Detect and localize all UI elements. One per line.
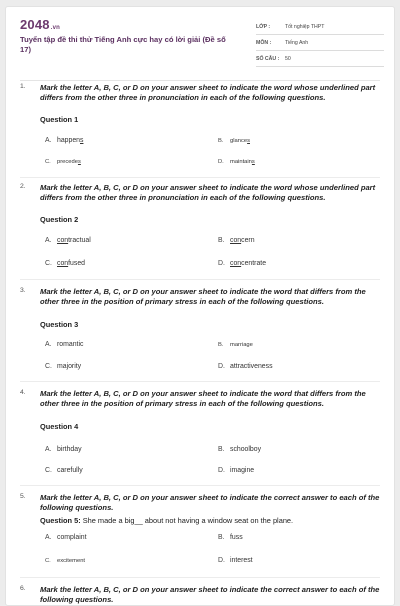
meta-key: LỚP : [256,23,271,30]
meta-value: Tốt nghiệp THPT [285,23,325,30]
option-b[interactable] [218,342,253,348]
option-underlined: con [230,237,242,244]
question-label [40,215,78,224]
option-text: precede [57,159,78,165]
option-text: interest [230,557,253,564]
option-letter: D. [218,467,225,474]
meta-table [256,19,384,67]
meta-row-class [256,19,384,35]
option-letter: C. [45,467,52,474]
option-letter: A. [45,446,52,453]
question-divider [20,177,380,178]
option-letter: C. [45,363,52,370]
document-header [6,7,394,81]
question-label-text: Question 4 [40,422,79,431]
option-b[interactable] [218,534,243,541]
option-letter: C. [45,260,52,267]
option-letter: B. [218,237,225,244]
question-divider [20,279,380,280]
option-underlined: con [230,260,242,267]
option-a[interactable] [45,137,83,144]
meta-row-count [256,51,384,67]
question-divider [20,381,380,382]
option-text: majority [57,363,82,370]
question-label [40,422,78,431]
meta-value: Tiếng Anh [285,39,309,46]
question-instruction: Mark the letter A, B, C, or D on your answer sheet to indicate the correct answer to each of the following questions. [40,585,380,604]
option-text: marriage [230,342,253,348]
question-stem: She made a big__ about not having a window seat on the plane. [80,516,294,525]
option-letter: A. [45,534,52,541]
question-instruction: Mark the letter A, B, C, or D on your answer sheet to indicate the word whose underlined part differs from the other three in pronunciation in each of the following questions. [40,83,376,102]
option-c[interactable] [45,363,81,370]
option-letter: C. [45,558,51,564]
option-underlined: s [251,159,255,165]
meta-key: MÔN : [256,39,272,46]
option-letter: A. [45,137,52,144]
option-b[interactable] [218,138,250,144]
question-number: 1. [20,83,26,90]
option-text: fuss [230,534,243,541]
question-divider [20,577,380,578]
option-underlined: s [77,159,81,165]
question-instruction: Mark the letter A, B, C, or D on your answer sheet to indicate the correct answer to each of the following questions. [40,493,380,512]
option-text: glance [230,138,248,144]
question-label-text: Question 1 [40,115,79,124]
option-c[interactable] [45,558,85,564]
option-letter: D. [218,159,224,165]
option-letter: B. [218,446,225,453]
document-page [5,6,395,606]
option-text: tractual [68,237,91,244]
option-text: maintain [230,159,252,165]
option-text: attractiveness [230,363,273,370]
option-a[interactable] [45,534,87,541]
document-title: Tuyển tập đề thi thử Tiếng Anh cực hay có lời giải (Đề số 17) [20,35,226,54]
option-text: cern [241,237,255,244]
option-letter: D. [218,260,225,267]
option-text: imagine [230,467,255,474]
option-letter: B. [218,138,224,144]
question-number: 2. [20,183,26,190]
meta-value: 50 [285,55,291,62]
option-letter: C. [45,159,51,165]
option-a[interactable] [45,446,82,453]
option-text: happen [57,137,80,144]
option-text: carefully [57,467,83,474]
question-label [40,320,78,329]
option-letter: B. [218,342,224,348]
meta-row-subject [256,35,384,51]
question-number: 4. [20,389,26,396]
option-text: romantic [57,341,84,348]
question-number: 6. [20,585,26,592]
question-divider [20,485,380,486]
option-text: birthday [57,446,82,453]
option-a[interactable] [45,341,83,348]
option-letter: B. [218,534,225,541]
option-d[interactable] [218,557,253,564]
question-label [40,115,78,124]
option-underlined: con [57,237,69,244]
option-d[interactable] [218,159,255,165]
option-c[interactable] [45,467,83,474]
option-text: excitement [57,558,86,564]
option-underlined: s [80,137,84,144]
option-d[interactable] [218,467,254,474]
question-label-text: Question 2 [40,215,79,224]
meta-key: SỐ CÂU : [256,55,280,62]
option-text: schoolboy [230,446,262,453]
header-divider [20,80,380,81]
option-d[interactable] [218,363,273,370]
option-letter: D. [218,363,225,370]
option-b[interactable] [218,237,255,244]
option-text: centrate [241,260,267,267]
question-label-text: Question 3 [40,320,79,329]
option-a[interactable] [45,237,91,244]
option-text: complaint [57,534,87,541]
question-label [40,516,293,525]
option-b[interactable] [218,446,261,453]
question-instruction: Mark the letter A, B, C, or D on your answer sheet to indicate the word that differs from the other three in the position of primary stress in each of the following questions. [40,287,366,306]
question-label-text: Question 5: [40,516,81,525]
option-underlined: s [247,138,250,144]
option-letter: A. [45,341,52,348]
question-instruction: Mark the letter A, B, C, or D on your answer sheet to indicate the word whose underlined part differs from the other three in pronunciation in each of the following questions. [40,183,376,202]
question-number: 3. [20,287,26,294]
question-instruction: Mark the letter A, B, C, or D on your answer sheet to indicate the word that differs from the other three in the position of primary stress in each of the following questions. [40,389,366,408]
option-c[interactable] [45,159,81,165]
option-text: fused [68,260,85,267]
option-d[interactable] [218,260,266,267]
option-c[interactable] [45,260,85,267]
option-letter: D. [218,557,225,564]
logo-sub-text: .vn [50,25,61,31]
logo-main-text: 2048 [20,17,50,32]
question-number: 5. [20,493,26,500]
option-underlined: con [57,260,69,267]
option-letter: A. [45,237,52,244]
